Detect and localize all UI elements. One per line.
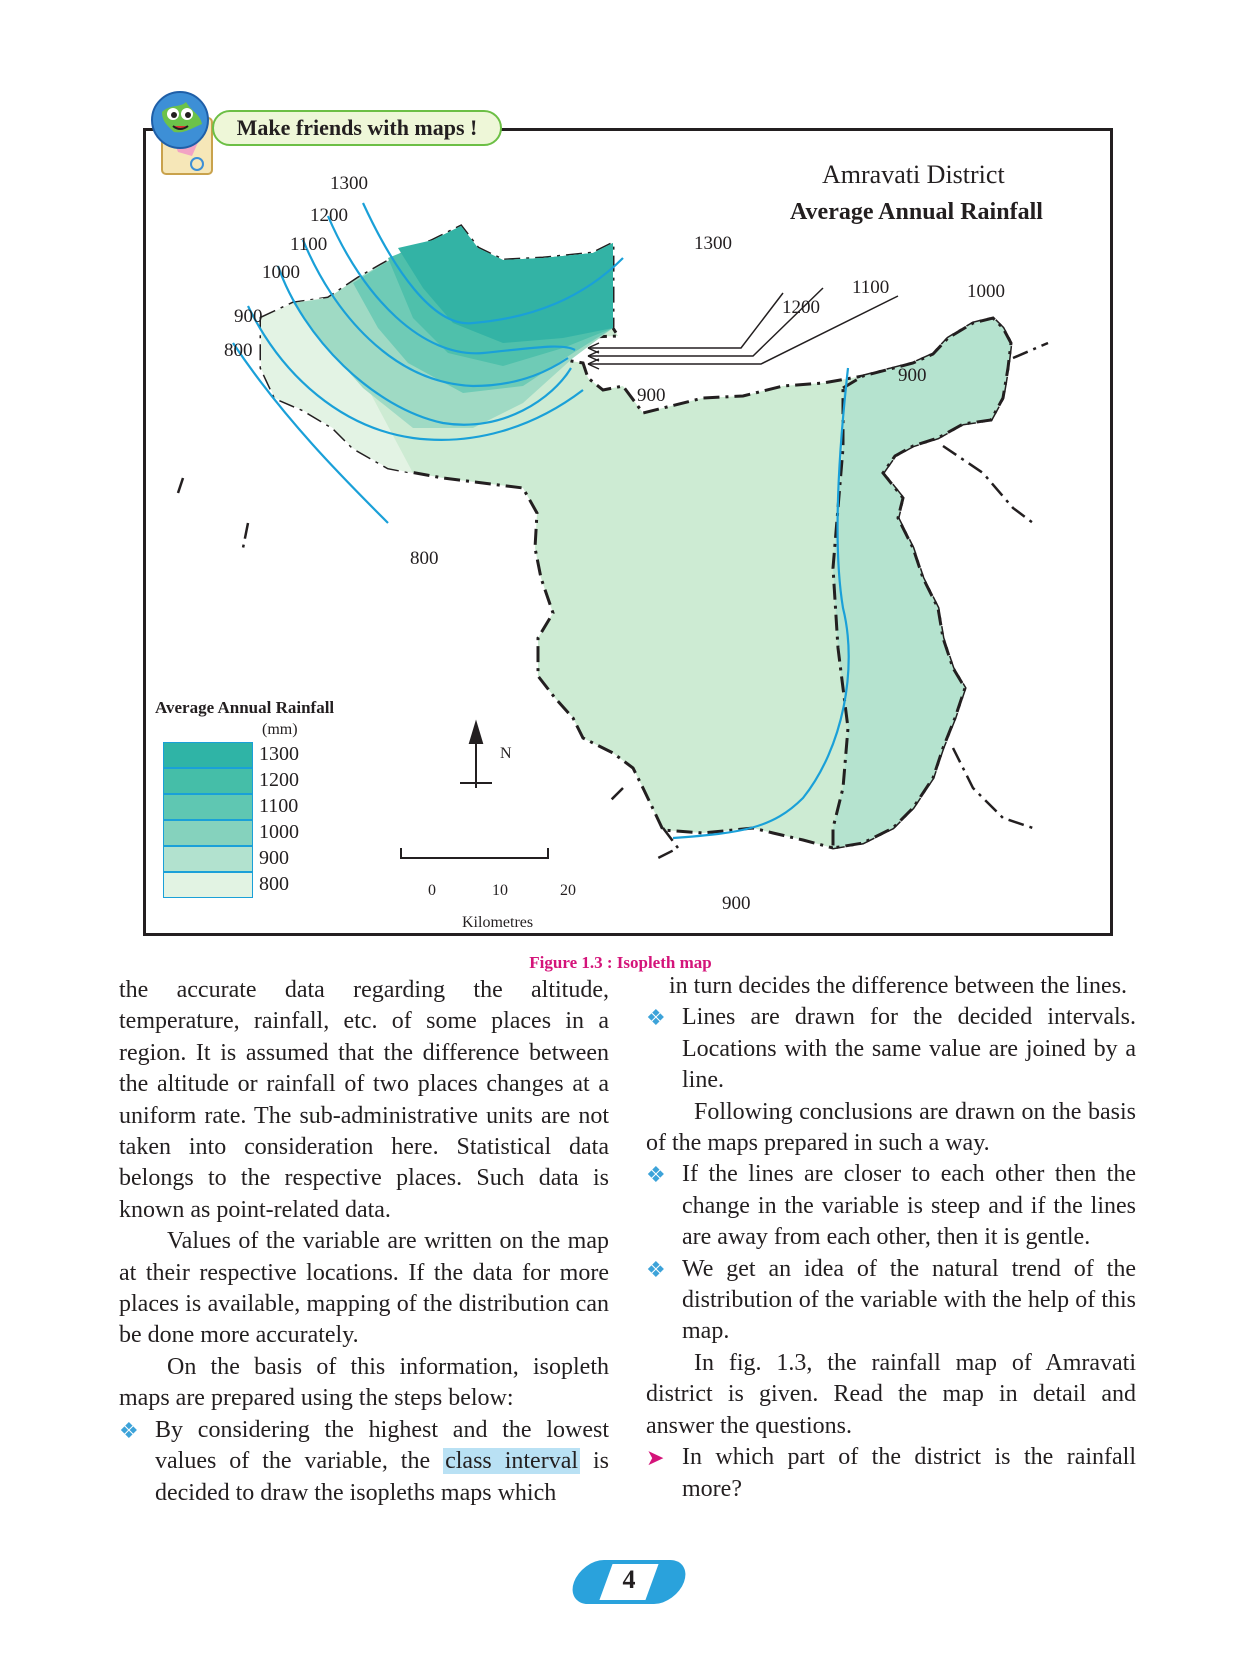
scale-unit: Kilometres [462,914,534,931]
map-title: Amravati District [822,160,1005,189]
legend-swatch [163,820,253,846]
legend-item: 1100 [163,794,393,820]
legend-swatch [163,742,253,768]
isopleth-label: 800 [410,548,439,569]
page-number-badge [574,1560,684,1604]
highlighted-term: class interval [445,1448,579,1475]
zone-900-east [833,318,1011,848]
right-column [646,971,1136,1505]
scale-tick: 0 [428,882,436,899]
paragraph: On the basis of this information, isopleth maps are prepared using the steps below: [119,1353,609,1412]
isopleth-label: 900 [637,385,666,406]
paragraph: Values of the variable are written on the map at their respective locations. If the data for more places is available, mapping of the distribution can be done more accurately. [119,1228,609,1349]
paragraph: in turn decides the difference between the lines. [669,973,1128,999]
diamond-bullet-icon: ❖ [646,1162,666,1188]
bullet-item: ❖ Lines are drawn for the decided intervals. Locations with the same value are joined by a line. [646,1004,1136,1094]
scale-tick: 10 [492,882,508,899]
isopleth-label: 1000 [262,262,300,283]
arrow-bullet-icon: ➤ [646,1445,665,1471]
bullet-item: ❖ By considering the highest and the lowest values of the variable, the class interval is decided to draw the isopleths maps which [119,1416,610,1506]
legend-swatch [163,768,253,794]
isopleth-label: 1200 [310,205,348,226]
north-label: N [500,745,512,762]
isopleth-label: 1100 [290,234,328,255]
figure-caption: Figure 1.3 : Isopleth map [529,953,712,972]
legend-swatch [163,794,253,820]
bullet-item: ❖ If the lines are closer to each other then the change in the variable is steep and if the lines are away from each other, then it is gentle. [646,1161,1136,1251]
paragraph: Following conclusions are drawn on the basis of the maps prepared in such a way. [646,1098,1136,1157]
page-number: 4 [622,1565,636,1594]
legend-title: Average Annual Rainfall [155,698,335,717]
bullet-item: ❖ We get an idea of the natural trend of the distribution of the variable with the help of this map. [646,1255,1136,1345]
diamond-bullet-icon: ❖ [646,1256,666,1282]
isopleth-label: 1100 [852,277,890,298]
banner-label: Make friends with maps ! [212,110,502,146]
legend-swatch [163,846,253,872]
legend-item: 900 [163,846,393,872]
isopleth-label: 1300 [694,233,732,254]
left-column [119,975,609,1509]
scale-tick: 20 [560,882,576,899]
legend-unit: (mm) [262,721,298,738]
legend-item: 1300 [163,742,393,768]
isopleth-label: 900 [234,306,263,327]
paragraph: In fig. 1.3, the rainfall map of Amravati district is given. Read the map in detail and answer the questions. [646,1349,1136,1439]
isopleth-label: 900 [722,893,751,914]
isopleth-label: 1200 [782,297,820,318]
isopleth-label: 900 [898,365,927,386]
legend-swatch [163,872,253,898]
isopleth-label: 800 [224,340,253,361]
diamond-bullet-icon: ❖ [646,1005,666,1031]
legend-item: 1000 [163,820,393,846]
map-subtitle: Average Annual Rainfall [790,199,1043,225]
section-banner [140,82,520,182]
legend-item: 1200 [163,768,393,794]
paragraph: the accurate data regarding the altitude, temperature, rainfall, etc. of some places in a region. It is assumed that the difference between the altitude or rainfall of two places changes at a uniform rate. The sub-administrative units are not taken into consideration here. Statistical data belongs to the respective places. Such data is known as point-related data. [119,977,609,1223]
question-item: ➤ In which part of the district is the rainfall more? [646,1444,1136,1502]
isopleth-label: 1300 [330,173,368,194]
legend-item: 800 [163,872,393,898]
isopleth-label: 1000 [967,281,1005,302]
diamond-bullet-icon: ❖ [119,1417,139,1443]
